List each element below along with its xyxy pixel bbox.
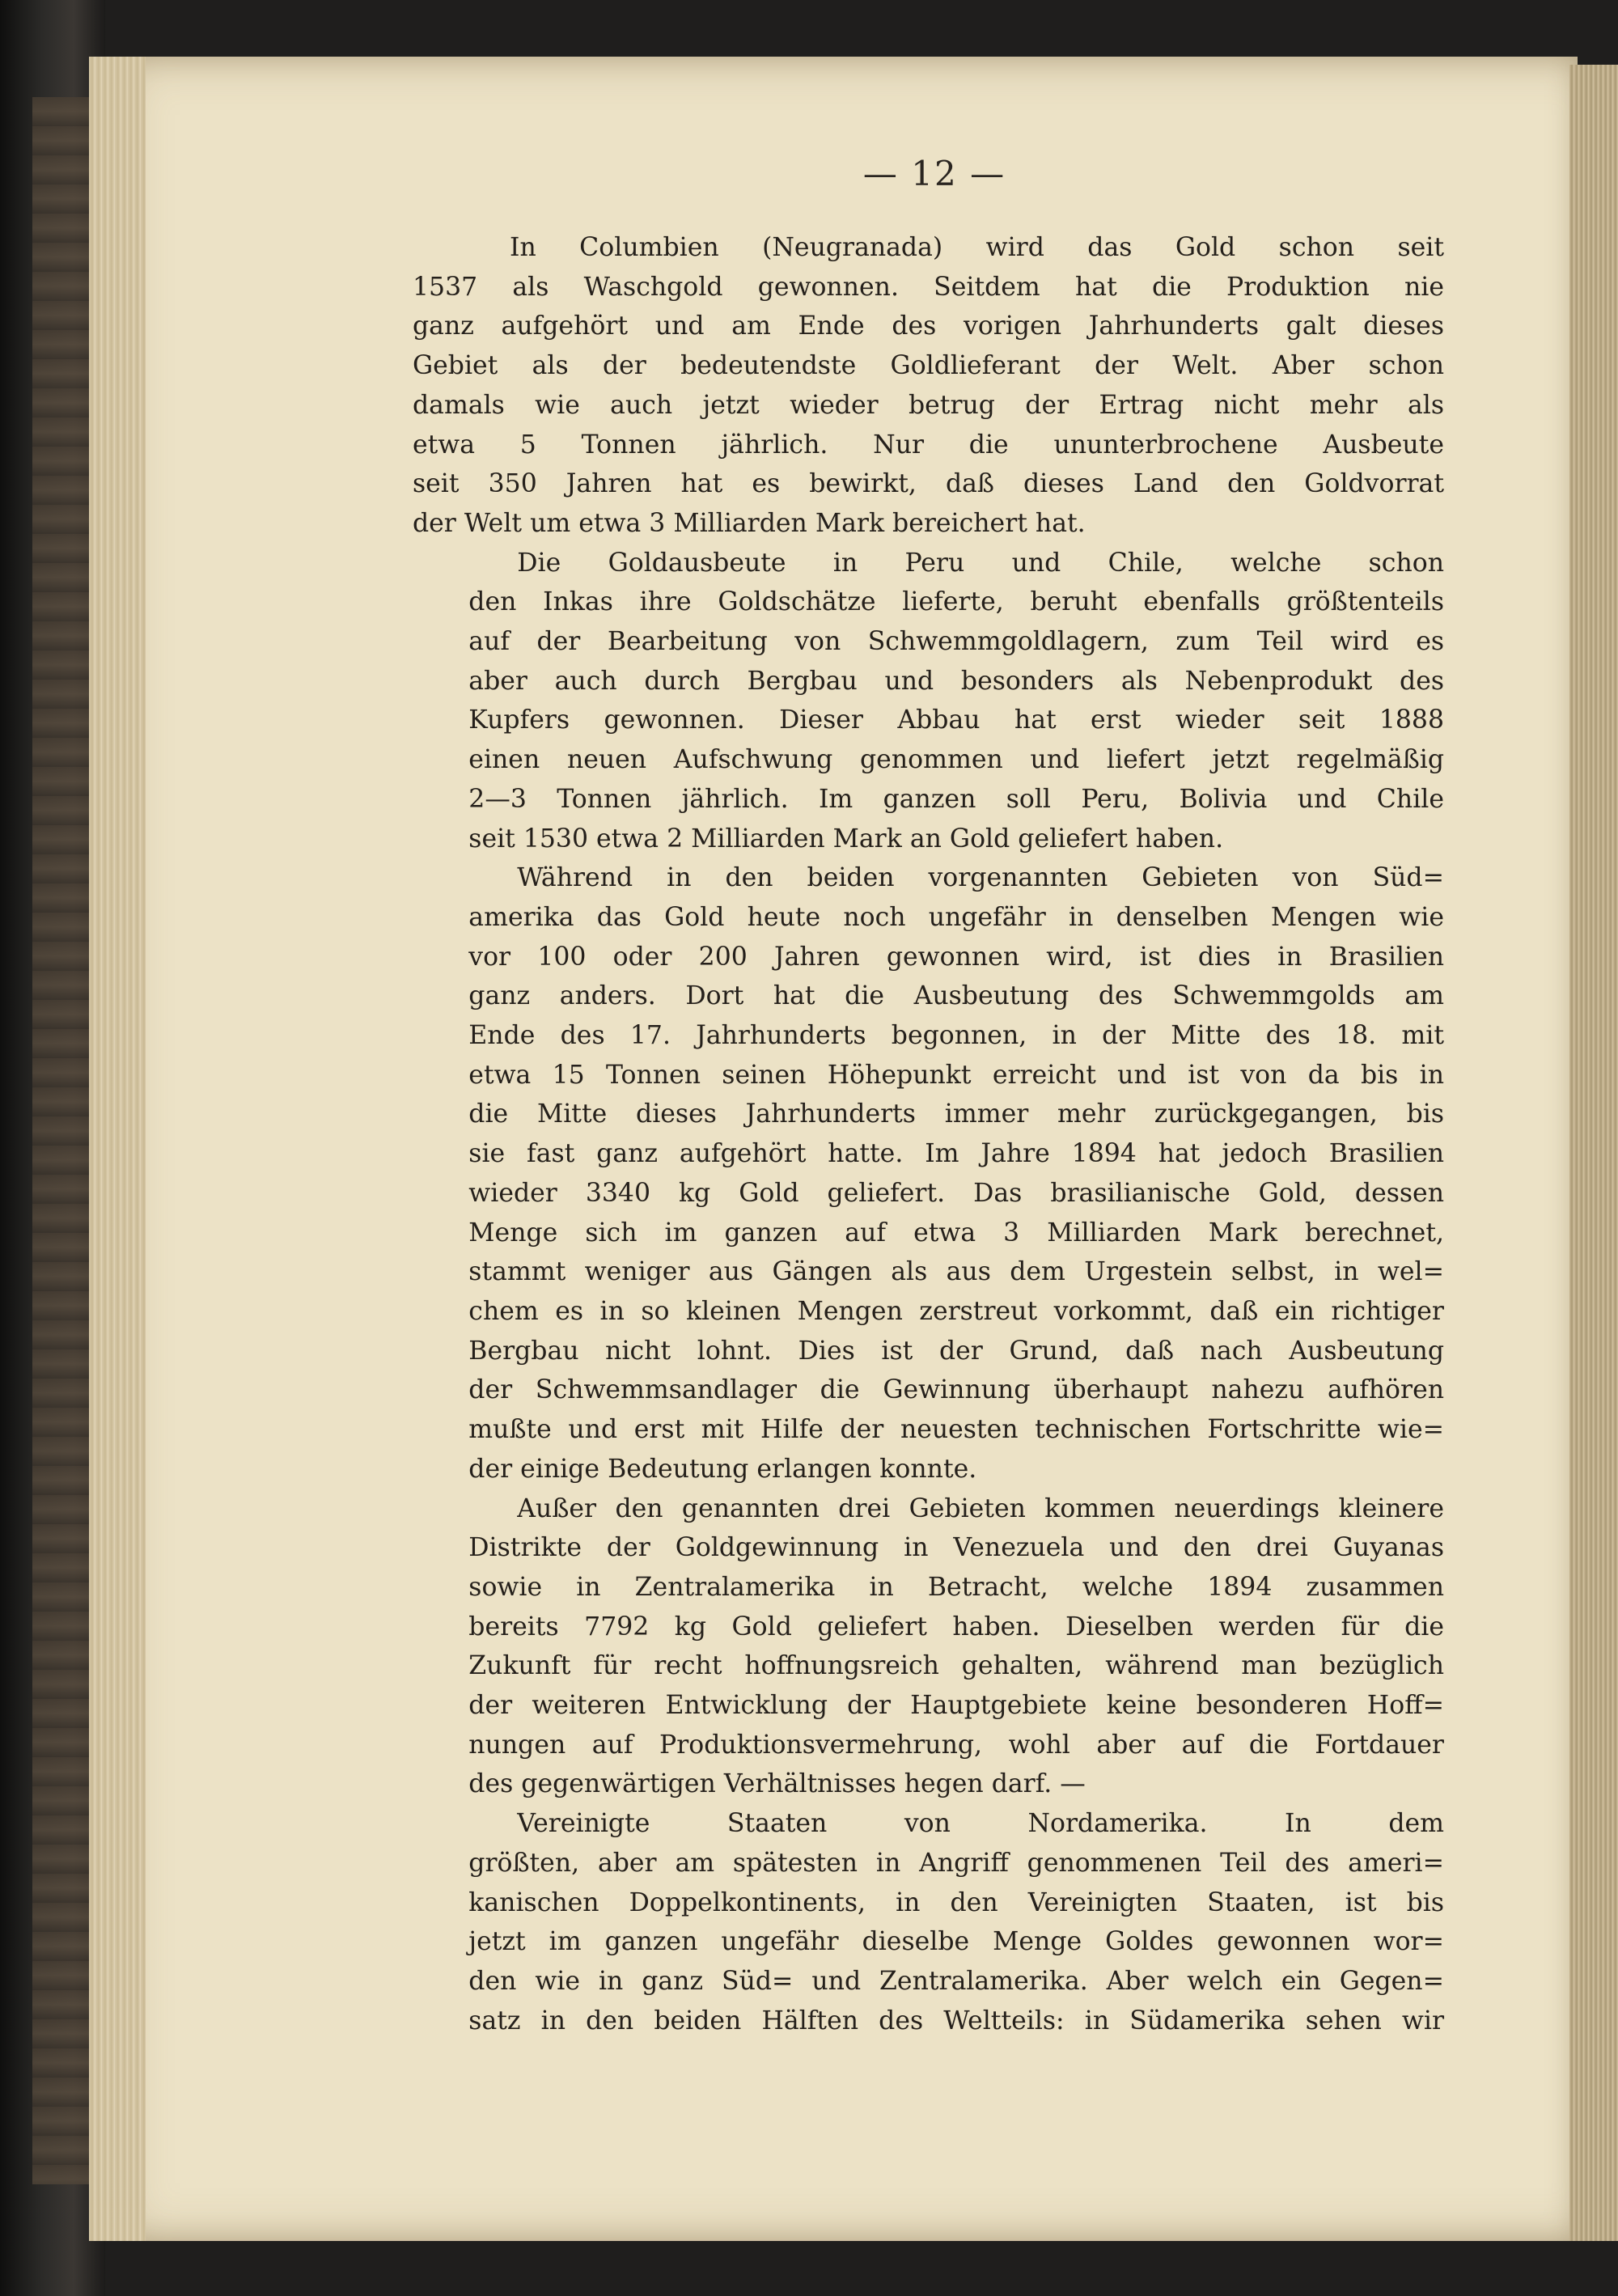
paragraph-peru-chile [413, 544, 1444, 859]
paragraph-columbien [413, 228, 1444, 544]
text-line: Die Goldausbeute in Peru und Chile, welche schon [517, 548, 1444, 578]
text-line: Gebiet als der bedeutendste Goldlieferant der Welt. Aber schon [413, 351, 1444, 381]
text-line: ganz aufgehört und am Ende des vorigen Jahrhunderts galt dieses [413, 311, 1444, 341]
page-stack-edge [89, 57, 146, 2241]
text-line: In Columbien (Neugranada) wird das Gold schon seit [510, 233, 1444, 262]
text-line: Kupfers gewonnen. Dieser Abbau hat erst wieder seit 1888 [468, 705, 1444, 735]
text-line: wieder 3340 kg Gold geliefert. Das brasilianische Gold, dessen [468, 1178, 1444, 1208]
text-line: einen neuen Aufschwung genommen und liefert jetzt regelmäßig [468, 745, 1444, 775]
paragraph-vereinigte-staaten [413, 1804, 1444, 2040]
text-line: der Schwemmsandlager die Gewinnung überhaupt nahezu aufhören [468, 1375, 1444, 1405]
text-line: den wie in ganz Süd= und Zentralamerika. Aber welch ein Gegen= [468, 1966, 1444, 1996]
text-line: Bergbau nicht lohnt. Dies ist der Grund, daß nach Ausbeutung [468, 1336, 1444, 1366]
body-text [413, 228, 1444, 2040]
text-line: etwa 15 Tonnen seinen Höhepunkt erreicht und ist von da bis in [468, 1060, 1444, 1090]
text-line: Distrikte der Goldgewinnung in Venezuela und den drei Guyanas [468, 1533, 1444, 1563]
page-number: — 12 — [862, 154, 1006, 193]
text-line: stammt weniger aus Gängen als aus dem Urgestein selbst, in wel= [468, 1257, 1444, 1287]
text-line: nungen auf Produktionsvermehrung, wohl aber auf die Fortdauer [468, 1730, 1444, 1760]
text-line: mußte und erst mit Hilfe der neuesten technischen Fortschritte wie= [468, 1415, 1444, 1445]
text-line: aber auch durch Bergbau und besonders als Nebenprodukt des [468, 666, 1444, 696]
text-line: etwa 5 Tonnen jährlich. Nur die ununterbrochene Ausbeute [413, 430, 1444, 460]
text-line: der einige Bedeutung erlangen konnte. [468, 1454, 977, 1484]
text-line: 1537 als Waschgold gewonnen. Seitdem hat die Produktion nie [413, 272, 1444, 302]
text-line: satz in den beiden Hälften des Weltteils: in Südamerika sehen wir [468, 2006, 1444, 2035]
text-line: kanischen Doppelkontinents, in den Vereinigten Staaten, ist bis [468, 1887, 1444, 1917]
text-line: ganz anders. Dort hat die Ausbeutung des Schwemmgolds am [468, 981, 1444, 1011]
text-line: Zukunft für recht hoffnungsreich gehalten, während man bezüglich [468, 1651, 1444, 1681]
paragraph-brasilien [413, 858, 1444, 1489]
text-line: die Mitte dieses Jahrhunderts immer mehr zurückgegangen, bis [468, 1099, 1444, 1129]
text-line: Ende des 17. Jahrhunderts begonnen, in der Mitte des 18. mit [468, 1021, 1444, 1051]
text-line: der weiteren Entwicklung der Hauptgebiete keine besonderen Hoff= [468, 1691, 1444, 1721]
text-line: sowie in Zentralamerika in Betracht, welche 1894 zusammen [468, 1572, 1444, 1602]
paragraph-venezuela-guyanas [413, 1489, 1444, 1805]
text-line: damals wie auch jetzt wieder betrug der Ertrag nicht mehr als [413, 390, 1444, 420]
text-line: jetzt im ganzen ungefähr dieselbe Menge Goldes gewonnen wor= [468, 1927, 1444, 1957]
cover-spine-texture [32, 97, 89, 2184]
text-line: größten, aber am spätesten in Angriff genommenen Teil des ameri= [468, 1848, 1444, 1878]
page-fore-edge [1569, 65, 1618, 2241]
text-line: seit 1530 etwa 2 Milliarden Mark an Gold geliefert haben. [468, 824, 1224, 854]
text-line: Menge sich im ganzen auf etwa 3 Milliarden Mark berechnet, [468, 1218, 1444, 1248]
text-line: 2—3 Tonnen jährlich. Im ganzen soll Peru, Bolivia und Chile [468, 784, 1444, 814]
text-line: Während in den beiden vorgenannten Gebieten von Süd= [517, 863, 1444, 893]
text-line: der Welt um etwa 3 Milliarden Mark bereichert hat. [413, 508, 1086, 538]
text-line: Vereinigte Staaten von Nordamerika. In dem [517, 1809, 1444, 1839]
text-line: seit 350 Jahren hat es bewirkt, daß dieses Land den Goldvorrat [413, 469, 1444, 499]
text-line: des gegenwärtigen Verhältnisses hegen darf. — [468, 1769, 1086, 1799]
text-line: amerika das Gold heute noch ungefähr in denselben Mengen wie [468, 902, 1444, 932]
text-line: chem es in so kleinen Mengen zerstreut vorkommt, daß ein richtiger [468, 1296, 1444, 1326]
text-line: bereits 7792 kg Gold geliefert haben. Dieselben werden für die [468, 1612, 1444, 1642]
text-line: auf der Bearbeitung von Schwemmgoldlagern, zum Teil wird es [468, 627, 1444, 657]
text-line: sie fast ganz aufgehört hatte. Im Jahre 1894 hat jedoch Brasilien [468, 1139, 1444, 1169]
text-line: vor 100 oder 200 Jahren gewonnen wird, ist dies in Brasilien [468, 942, 1444, 972]
text-line: den Inkas ihre Goldschätze lieferte, beruht ebenfalls größtenteils [468, 587, 1444, 617]
text-line: Außer den genannten drei Gebieten kommen neuerdings kleinere [517, 1493, 1444, 1523]
